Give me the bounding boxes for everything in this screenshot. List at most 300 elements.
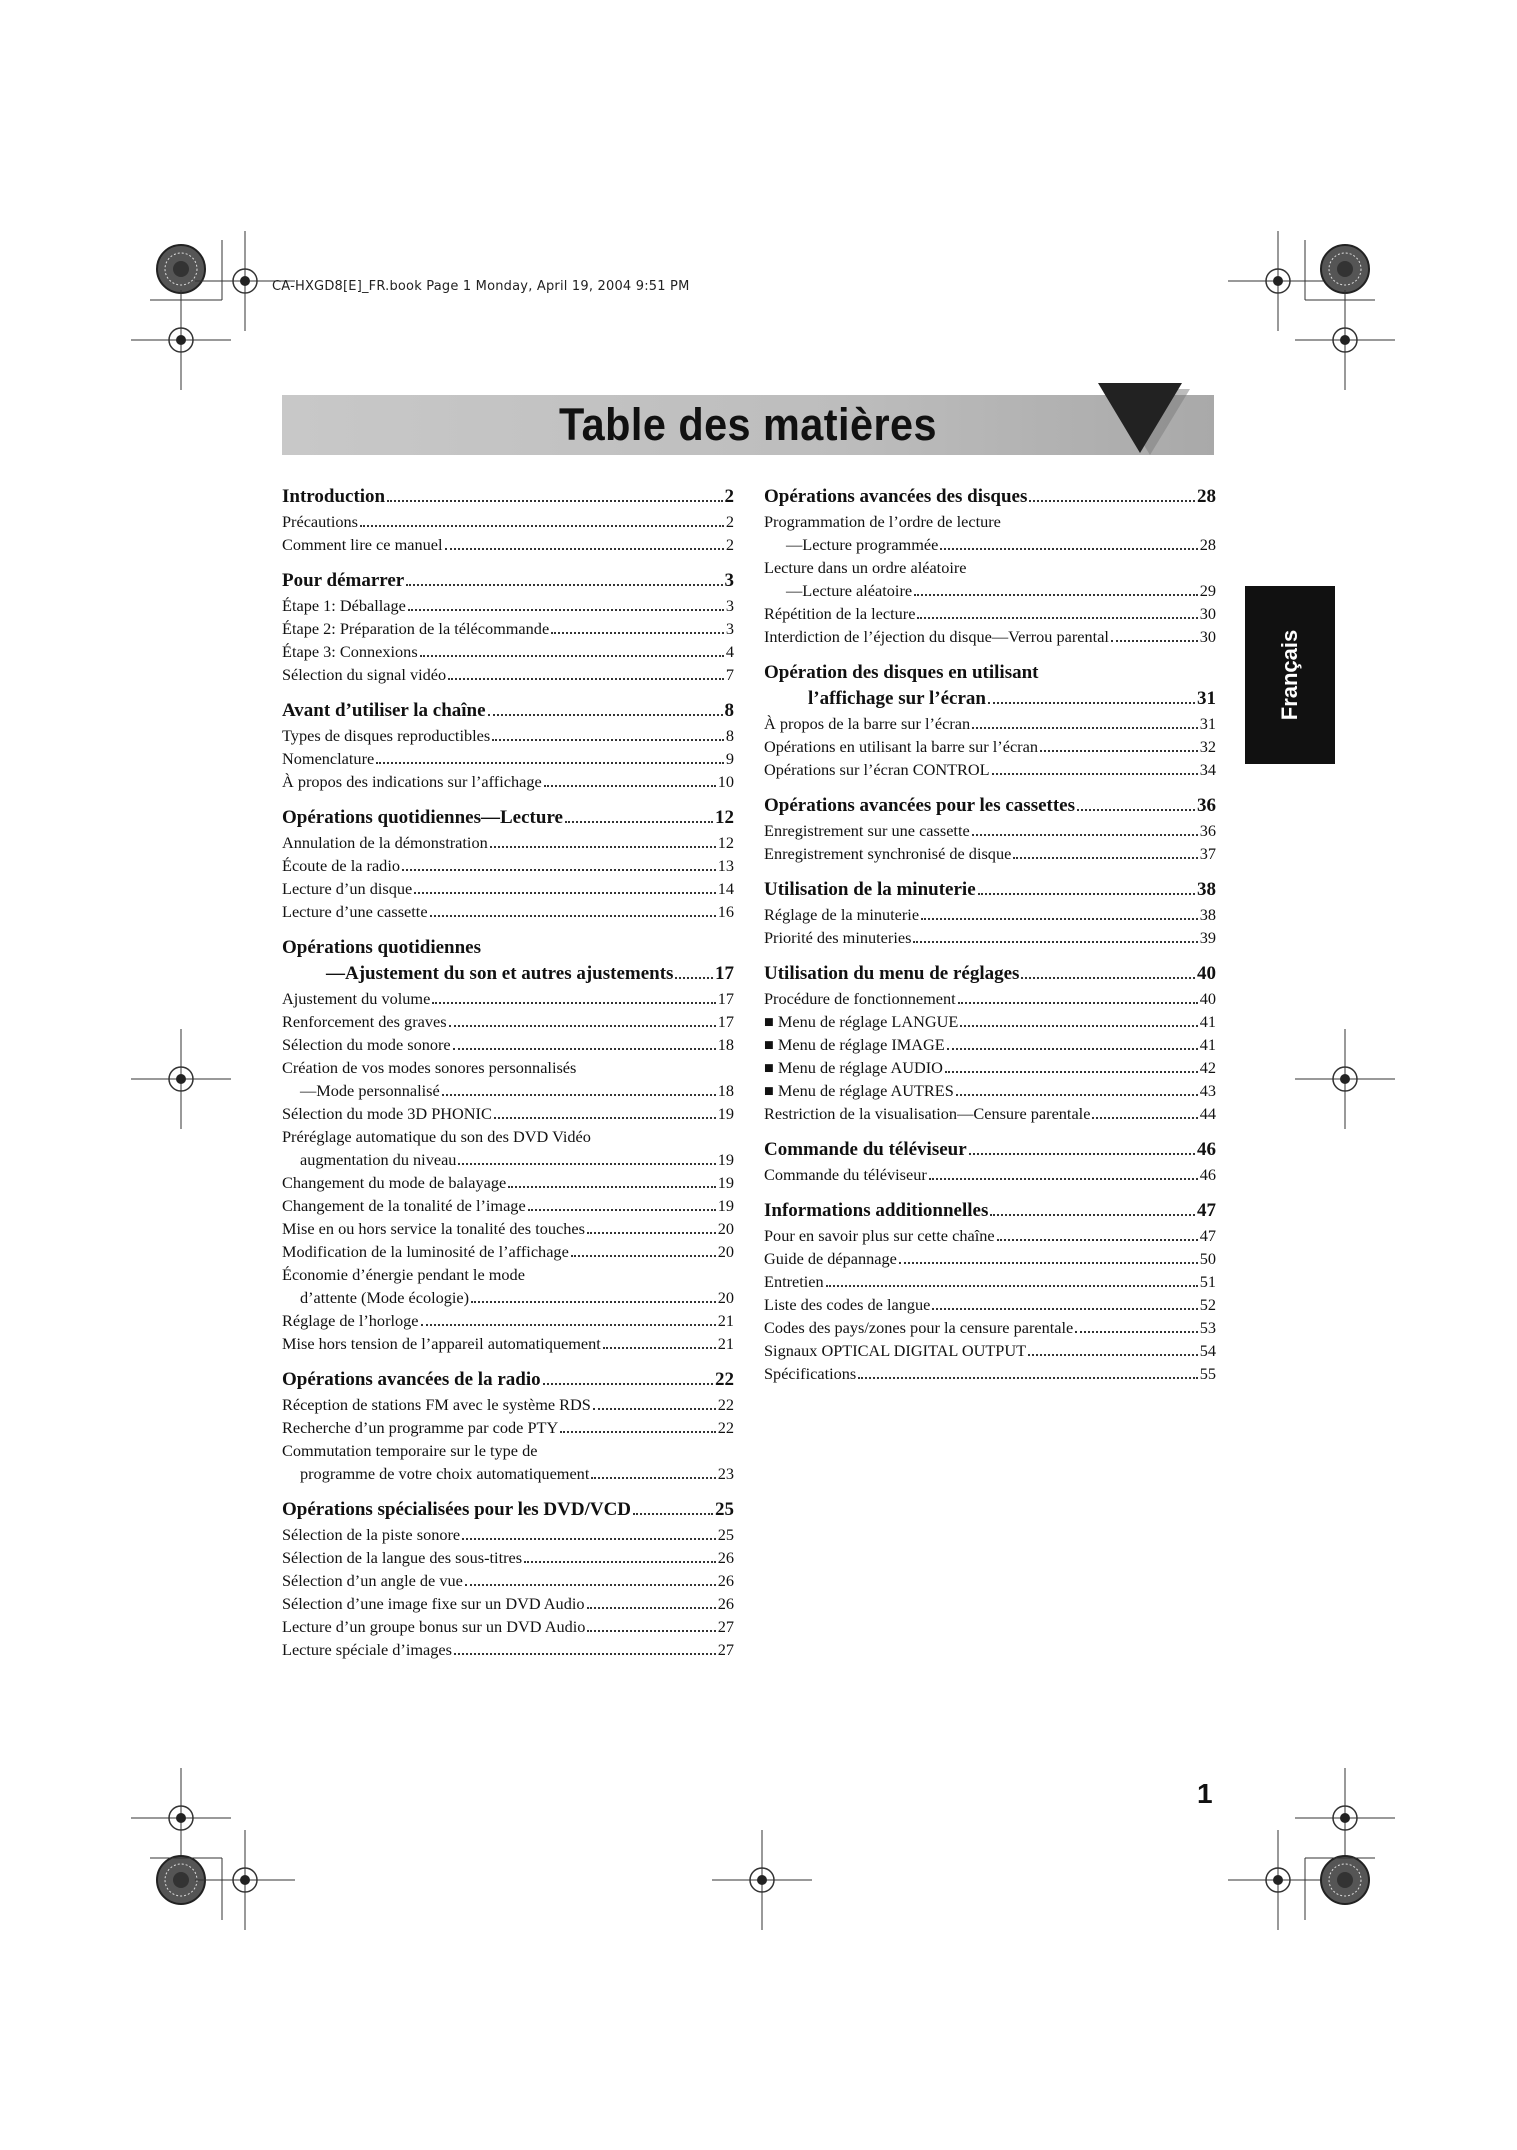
toc-entry-page: 18 xyxy=(717,1035,734,1054)
toc-section xyxy=(764,660,1216,781)
toc-entry-page: 26 xyxy=(717,1548,734,1567)
toc-entry[interactable] xyxy=(282,1309,734,1332)
toc-entry-page: 27 xyxy=(717,1617,734,1636)
dot-leader xyxy=(402,869,716,871)
dot-leader xyxy=(633,1513,713,1515)
toc-heading-label: Opérations quotidiennes—Lecture xyxy=(282,807,563,828)
toc-entry-page: 20 xyxy=(717,1288,734,1307)
toc-entry[interactable] xyxy=(282,1569,734,1592)
toc-heading-page: 40 xyxy=(1197,963,1216,984)
dot-leader xyxy=(932,1308,1197,1310)
toc-entry-page: 9 xyxy=(725,749,734,768)
toc-entry[interactable] xyxy=(282,900,734,923)
page-title: Table des matières xyxy=(558,399,937,450)
toc-entry-page: 21 xyxy=(717,1311,734,1330)
dot-leader xyxy=(565,821,713,823)
toc-entry-label: Lecture spéciale d’images xyxy=(282,1640,452,1659)
toc-heading[interactable] xyxy=(764,686,1216,712)
toc-entry-label: Types de disques reproductibles xyxy=(282,726,491,745)
toc-section xyxy=(764,1137,1216,1186)
toc-entry-label: Ajustement du volume xyxy=(282,989,431,1008)
toc-entry[interactable] xyxy=(282,987,734,1010)
toc-entry[interactable] xyxy=(764,758,1216,781)
toc-entry-page: 19 xyxy=(717,1150,734,1169)
toc-entry-label: d’attente (Mode écologie) xyxy=(300,1288,470,1307)
toc-entry-label: À propos des indications sur l’affichage xyxy=(282,772,542,791)
dot-leader xyxy=(929,1178,1198,1180)
toc-heading[interactable] xyxy=(764,1198,1216,1224)
toc-entry[interactable] xyxy=(282,1194,734,1217)
toc-entry-page: 16 xyxy=(717,902,734,921)
toc-entry-label: Mise en ou hors service la tonalité des touches xyxy=(282,1219,585,1238)
toc-entry[interactable] xyxy=(282,640,734,663)
toc-heading-label: Pour démarrer xyxy=(282,570,405,591)
dot-leader xyxy=(494,1117,716,1119)
toc-entry-page: 3 xyxy=(725,619,734,638)
dot-leader xyxy=(448,678,724,680)
toc-entry-label: Spécifications xyxy=(764,1364,857,1383)
dot-leader xyxy=(360,525,724,527)
toc-heading-page: 17 xyxy=(715,963,734,984)
toc-section xyxy=(764,877,1216,949)
toc-entry-label: Lecture d’une cassette xyxy=(282,902,428,921)
toc-entry[interactable] xyxy=(764,712,1216,735)
toc-entry[interactable] xyxy=(282,854,734,877)
dot-leader xyxy=(972,834,1198,836)
toc-heading-label: Avant d’utiliser la chaîne xyxy=(282,700,486,721)
dot-leader xyxy=(406,584,722,586)
toc-entry-label: Sélection de la piste sonore xyxy=(282,1525,461,1544)
toc-section xyxy=(282,1497,734,1661)
toc-heading[interactable] xyxy=(764,1137,1216,1163)
dot-leader xyxy=(408,609,724,611)
toc-entry-page: 22 xyxy=(717,1395,734,1414)
toc-entry-page: 44 xyxy=(1199,1104,1216,1123)
dot-leader xyxy=(420,655,724,657)
dot-leader xyxy=(453,1048,716,1050)
toc-entry-page: 30 xyxy=(1199,627,1216,646)
dot-leader xyxy=(432,1002,715,1004)
toc-entry-page: 17 xyxy=(717,989,734,1008)
language-tab xyxy=(1245,586,1335,764)
toc-heading-page: 36 xyxy=(1197,795,1216,816)
dot-leader xyxy=(972,727,1198,729)
toc-entry[interactable] xyxy=(764,735,1216,758)
dot-leader xyxy=(543,1383,713,1385)
toc-entry-page: 40 xyxy=(1199,989,1216,1008)
toc-entry[interactable] xyxy=(282,533,734,556)
dot-leader xyxy=(940,548,1197,550)
toc-entry-label: ■ Menu de réglage AUTRES xyxy=(764,1081,954,1100)
dot-leader xyxy=(454,1653,716,1655)
toc-entry[interactable] xyxy=(282,724,734,747)
dot-leader xyxy=(913,941,1197,943)
toc-section xyxy=(764,961,1216,1125)
dot-leader xyxy=(560,1431,716,1433)
toc-entry[interactable] xyxy=(764,1247,1216,1270)
toc-entry-page: 19 xyxy=(717,1196,734,1215)
toc-entry[interactable] xyxy=(282,747,734,770)
toc-entry[interactable] xyxy=(764,1362,1216,1385)
toc-entry-label: Pour en savoir plus sur cette chaîne xyxy=(764,1226,995,1245)
toc-heading-label: l’affichage sur l’écran xyxy=(808,688,986,709)
toc-entry-label: Codes des pays/zones pour la censure parentale xyxy=(764,1318,1074,1337)
toc-entry[interactable] xyxy=(764,625,1216,648)
toc-entry[interactable] xyxy=(282,1416,734,1439)
toc-entry[interactable] xyxy=(282,1615,734,1638)
toc-entry-page: 4 xyxy=(725,642,734,661)
toc-entry[interactable] xyxy=(764,1224,1216,1247)
toc-heading[interactable] xyxy=(282,805,734,831)
toc-entry[interactable] xyxy=(282,770,734,793)
toc-entry[interactable] xyxy=(764,1056,1216,1079)
toc-entry[interactable] xyxy=(282,510,734,533)
toc-entry-label: Répétition de la lecture xyxy=(764,604,916,623)
toc-entry-page: 30 xyxy=(1199,604,1216,623)
toc-entry-label: Écoute de la radio xyxy=(282,856,400,875)
toc-heading[interactable] xyxy=(282,1367,734,1393)
dot-leader xyxy=(1111,640,1198,642)
toc-entry-line: Préréglage automatique du son des DVD Vidéo xyxy=(282,1127,591,1146)
title-bar xyxy=(282,395,1214,455)
toc-entry-label: Sélection du mode 3D PHONIC xyxy=(282,1104,492,1123)
dot-leader xyxy=(442,1094,716,1096)
toc-entry-label: Étape 2: Préparation de la télécommande xyxy=(282,619,550,638)
dot-leader xyxy=(449,1025,716,1027)
toc-entry[interactable] xyxy=(764,1339,1216,1362)
dot-leader xyxy=(591,1477,715,1479)
toc-entry[interactable] xyxy=(764,579,1216,602)
toc-section xyxy=(282,1367,734,1485)
dot-leader xyxy=(990,1214,1195,1216)
toc-heading-label: Opérations avancées de la radio xyxy=(282,1369,541,1390)
dot-leader xyxy=(524,1561,716,1563)
toc-entry-label: —Lecture programmée xyxy=(786,535,939,554)
toc-entry-label: Comment lire ce manuel xyxy=(282,535,443,554)
toc-entry-page: 36 xyxy=(1199,821,1216,840)
toc-entry-label: Sélection du mode sonore xyxy=(282,1035,451,1054)
toc-entry[interactable] xyxy=(764,533,1216,556)
toc-entry[interactable] xyxy=(282,1033,734,1056)
toc-heading-page: 8 xyxy=(724,700,734,721)
toc-entry-label: Guide de dépannage xyxy=(764,1249,897,1268)
toc-heading-page: 2 xyxy=(724,486,734,507)
dot-leader xyxy=(1075,1331,1197,1333)
toc-entry[interactable] xyxy=(764,1316,1216,1339)
toc-entry[interactable] xyxy=(282,831,734,854)
toc-entry-page: 46 xyxy=(1199,1165,1216,1184)
toc-heading-line: Opérations quotidiennes xyxy=(282,937,482,958)
toc-entry-page: 25 xyxy=(717,1525,734,1544)
dot-leader xyxy=(421,1324,716,1326)
toc-entry-label: —Mode personnalisé xyxy=(300,1081,440,1100)
toc-entry-page: 42 xyxy=(1199,1058,1216,1077)
toc-heading[interactable] xyxy=(282,698,734,724)
toc-section xyxy=(764,484,1216,648)
toc-entry[interactable] xyxy=(764,1102,1216,1125)
toc-heading[interactable] xyxy=(764,877,1216,903)
dot-leader xyxy=(492,739,724,741)
toc-entry-label: Précautions xyxy=(282,512,358,531)
toc-entry-label: Enregistrement sur une cassette xyxy=(764,821,970,840)
dot-leader xyxy=(1013,857,1197,859)
dot-leader xyxy=(445,548,724,550)
toc-entry-label: À propos de la barre sur l’écran xyxy=(764,714,971,733)
toc-heading-page: 47 xyxy=(1197,1200,1216,1221)
toc-entry[interactable] xyxy=(282,1638,734,1661)
toc-entry-page: 27 xyxy=(717,1640,734,1659)
dot-leader xyxy=(899,1262,1198,1264)
toc-heading-label: Opérations avancées pour les cassettes xyxy=(764,795,1076,816)
toc-entry[interactable] xyxy=(282,1217,734,1240)
toc-section xyxy=(282,568,734,686)
toc-entry-label: Changement du mode de balayage xyxy=(282,1173,507,1192)
toc-heading-label: Opérations avancées des disques xyxy=(764,486,1028,507)
toc-entry[interactable] xyxy=(282,1148,734,1171)
toc-entry-page: 37 xyxy=(1199,844,1216,863)
toc-heading[interactable] xyxy=(764,484,1216,510)
toc-heading-line: Opération des disques en utilisant xyxy=(764,662,1039,683)
dot-leader xyxy=(571,1255,716,1257)
toc-entry-label: Signaux OPTICAL DIGITAL OUTPUT xyxy=(764,1341,1027,1360)
toc-entry-page: 34 xyxy=(1199,760,1216,779)
toc-entry-page: 19 xyxy=(717,1173,734,1192)
dot-leader xyxy=(1077,809,1195,811)
toc-entry-page: 32 xyxy=(1199,737,1216,756)
toc-entry-label: Sélection d’une image fixe sur un DVD Audio xyxy=(282,1594,585,1613)
toc-entry-label: Commande du téléviseur xyxy=(764,1165,927,1184)
toc-entry-page: 10 xyxy=(717,772,734,791)
toc-entry-page: 41 xyxy=(1199,1012,1216,1031)
toc-entry[interactable] xyxy=(764,926,1216,949)
toc-entry[interactable] xyxy=(282,1079,734,1102)
toc-heading-label: Introduction xyxy=(282,486,386,507)
dot-leader xyxy=(387,500,722,502)
toc-entry-page: 47 xyxy=(1199,1226,1216,1245)
toc-entry-label: Étape 1: Déballage xyxy=(282,596,406,615)
toc-entry-page: 29 xyxy=(1199,581,1216,600)
toc-entry-label: Lecture d’un groupe bonus sur un DVD Audio xyxy=(282,1617,586,1636)
toc-section xyxy=(282,484,734,556)
toc-heading-label: Commande du téléviseur xyxy=(764,1139,967,1160)
toc-heading-label: —Ajustement du son et autres ajustements xyxy=(326,963,674,984)
toc-heading[interactable] xyxy=(282,1497,734,1523)
toc-heading-label: Opérations spécialisées pour les DVD/VCD xyxy=(282,1499,632,1520)
toc-entry-label: Opérations en utilisant la barre sur l’écran xyxy=(764,737,1038,756)
dot-leader xyxy=(826,1285,1198,1287)
toc-entry-page: 31 xyxy=(1199,714,1216,733)
toc-entry-label: Mise hors tension de l’appareil automatiquement xyxy=(282,1334,601,1353)
dot-leader xyxy=(956,1094,1198,1096)
toc-entry[interactable] xyxy=(764,602,1216,625)
toc-entry-label: Liste des codes de langue xyxy=(764,1295,931,1314)
dot-leader xyxy=(1021,977,1195,979)
toc-heading-label: Utilisation de la minuterie xyxy=(764,879,976,900)
toc-entry-page: 14 xyxy=(717,879,734,898)
dot-leader xyxy=(675,977,713,979)
toc-entry-page: 2 xyxy=(725,512,734,531)
toc-heading[interactable] xyxy=(282,568,734,594)
book-info-line: CA-HXGD8[E]_FR.book Page 1 Monday, April 19, 2004 9:51 PM xyxy=(272,279,690,294)
toc-entry-page: 28 xyxy=(1199,535,1216,554)
toc-entry-page: 13 xyxy=(717,856,734,875)
toc-entry-label: Sélection d’un angle de vue xyxy=(282,1571,463,1590)
dot-leader xyxy=(945,1071,1198,1073)
toc-entry-label: Réception de stations FM avec le système RDS xyxy=(282,1395,591,1414)
dot-leader xyxy=(587,1232,716,1234)
toc-entry[interactable] xyxy=(282,1393,734,1416)
dot-leader xyxy=(947,1048,1198,1050)
toc-entry-page: 50 xyxy=(1199,1249,1216,1268)
toc-entry[interactable] xyxy=(282,1523,734,1546)
toc-section xyxy=(764,793,1216,865)
toc-entry[interactable] xyxy=(764,903,1216,926)
toc-right-column xyxy=(764,484,1216,1397)
toc-entry-page: 20 xyxy=(717,1242,734,1261)
dot-leader xyxy=(462,1538,716,1540)
toc-entry-label: Opérations sur l’écran CONTROL xyxy=(764,760,990,779)
toc-entry[interactable] xyxy=(764,819,1216,842)
toc-entry-page: 18 xyxy=(717,1081,734,1100)
dot-leader xyxy=(858,1377,1197,1379)
dot-leader xyxy=(978,893,1195,895)
toc-entry-label: Sélection de la langue des sous-titres xyxy=(282,1548,523,1567)
toc-entry[interactable] xyxy=(282,617,734,640)
toc-heading-page: 3 xyxy=(724,570,734,591)
dot-leader xyxy=(465,1584,716,1586)
toc-entry-page: 54 xyxy=(1199,1341,1216,1360)
toc-entry[interactable] xyxy=(764,1033,1216,1056)
toc-entry[interactable] xyxy=(764,1079,1216,1102)
toc-entry-label: Étape 3: Connexions xyxy=(282,642,418,661)
toc-entry-label: Recherche d’un programme par code PTY xyxy=(282,1418,559,1437)
dot-leader xyxy=(587,1607,716,1609)
dot-leader xyxy=(992,773,1198,775)
toc-entry[interactable] xyxy=(764,1010,1216,1033)
toc-entry-page: 19 xyxy=(717,1104,734,1123)
toc-entry-line: Lecture dans un ordre aléatoire xyxy=(764,558,967,577)
toc-heading[interactable] xyxy=(282,961,734,987)
toc-heading-label: Utilisation du menu de réglages xyxy=(764,963,1020,984)
toc-entry-label: Priorité des minuteries xyxy=(764,928,912,947)
language-tab-label: Français xyxy=(1277,629,1302,721)
dot-leader xyxy=(997,1239,1198,1241)
toc-entry-label: Enregistrement synchronisé de disque xyxy=(764,844,1012,863)
dot-leader xyxy=(414,892,716,894)
dot-leader xyxy=(490,846,716,848)
toc-left-column xyxy=(282,484,734,1673)
dot-leader xyxy=(914,594,1198,596)
toc-entry-label: Nomenclature xyxy=(282,749,375,768)
toc-entry[interactable] xyxy=(282,1462,734,1485)
toc-entry-label: augmentation du niveau xyxy=(300,1150,457,1169)
toc-entry[interactable] xyxy=(282,1010,734,1033)
page-number: 1 xyxy=(1197,1778,1213,1809)
toc-heading[interactable] xyxy=(764,793,1216,819)
dot-leader xyxy=(1028,1354,1198,1356)
toc-entry[interactable] xyxy=(282,1240,734,1263)
toc-entry-label: Restriction de la visualisation—Censure parentale xyxy=(764,1104,1091,1123)
toc-entry-label: Renforcement des graves xyxy=(282,1012,447,1031)
toc-entry-page: 12 xyxy=(717,833,734,852)
toc-entry-page: 20 xyxy=(717,1219,734,1238)
toc-entry[interactable] xyxy=(764,987,1216,1010)
toc-entry-label: programme de votre choix automatiquement xyxy=(300,1464,590,1483)
toc-entry-label: Modification de la luminosité de l’affichage xyxy=(282,1242,569,1261)
toc-entry-page: 26 xyxy=(717,1594,734,1613)
toc-entry[interactable] xyxy=(282,1286,734,1309)
dot-leader xyxy=(587,1630,715,1632)
toc-entry[interactable] xyxy=(764,842,1216,865)
toc-entry-page: 55 xyxy=(1199,1364,1216,1383)
toc-entry-page: 7 xyxy=(725,665,734,684)
title-triangle-icon xyxy=(1098,383,1182,453)
toc-entry[interactable] xyxy=(282,1332,734,1355)
toc-heading[interactable] xyxy=(764,961,1216,987)
toc-heading-page: 28 xyxy=(1197,486,1216,507)
dot-leader xyxy=(1040,750,1198,752)
toc-entry[interactable] xyxy=(282,877,734,900)
toc-entry[interactable] xyxy=(282,1546,734,1569)
toc-entry[interactable] xyxy=(282,1592,734,1615)
dot-leader xyxy=(508,1186,715,1188)
toc-entry-page: 21 xyxy=(717,1334,734,1353)
dot-leader xyxy=(603,1347,716,1349)
toc-entry[interactable] xyxy=(764,1163,1216,1186)
dot-leader xyxy=(921,918,1198,920)
toc-entry-label: ■ Menu de réglage IMAGE xyxy=(764,1035,945,1054)
toc-entry-page: 26 xyxy=(717,1571,734,1590)
toc-entry-label: Réglage de la minuterie xyxy=(764,905,920,924)
toc-entry-page: 51 xyxy=(1199,1272,1216,1291)
toc-entry-line: Économie d’énergie pendant le mode xyxy=(282,1265,525,1284)
toc-entry-page: 39 xyxy=(1199,928,1216,947)
toc-entry[interactable] xyxy=(764,1270,1216,1293)
toc-heading-page: 46 xyxy=(1197,1139,1216,1160)
toc-heading-page: 31 xyxy=(1197,688,1216,709)
toc-section xyxy=(764,1198,1216,1385)
toc-entry-page: 43 xyxy=(1199,1081,1216,1100)
toc-entry-label: ■ Menu de réglage LANGUE xyxy=(764,1012,959,1031)
dot-leader xyxy=(430,915,716,917)
dot-leader xyxy=(551,632,724,634)
dot-leader xyxy=(458,1163,715,1165)
dot-leader xyxy=(544,785,716,787)
dot-leader xyxy=(988,702,1195,704)
dot-leader xyxy=(528,1209,716,1211)
toc-entry[interactable] xyxy=(282,1102,734,1125)
toc-entry-page: 22 xyxy=(717,1418,734,1437)
toc-entry-page: 2 xyxy=(725,535,734,554)
toc-entry[interactable] xyxy=(282,663,734,686)
toc-entry-page: 23 xyxy=(717,1464,734,1483)
dot-leader xyxy=(593,1408,716,1410)
toc-entry[interactable] xyxy=(764,1293,1216,1316)
toc-entry[interactable] xyxy=(282,1171,734,1194)
toc-heading[interactable] xyxy=(282,484,734,510)
toc-section xyxy=(282,698,734,793)
toc-entry-label: Réglage de l’horloge xyxy=(282,1311,419,1330)
dot-leader xyxy=(488,714,723,716)
toc-heading-page: 38 xyxy=(1197,879,1216,900)
toc-entry[interactable] xyxy=(282,594,734,617)
dot-leader xyxy=(1092,1117,1197,1119)
toc-entry-label: ■ Menu de réglage AUDIO xyxy=(764,1058,943,1077)
toc-entry-line: Création de vos modes sonores personnalisés xyxy=(282,1058,577,1077)
dot-leader xyxy=(958,1002,1198,1004)
toc-entry-page: 52 xyxy=(1199,1295,1216,1314)
toc-entry-label: Annulation de la démonstration xyxy=(282,833,488,852)
